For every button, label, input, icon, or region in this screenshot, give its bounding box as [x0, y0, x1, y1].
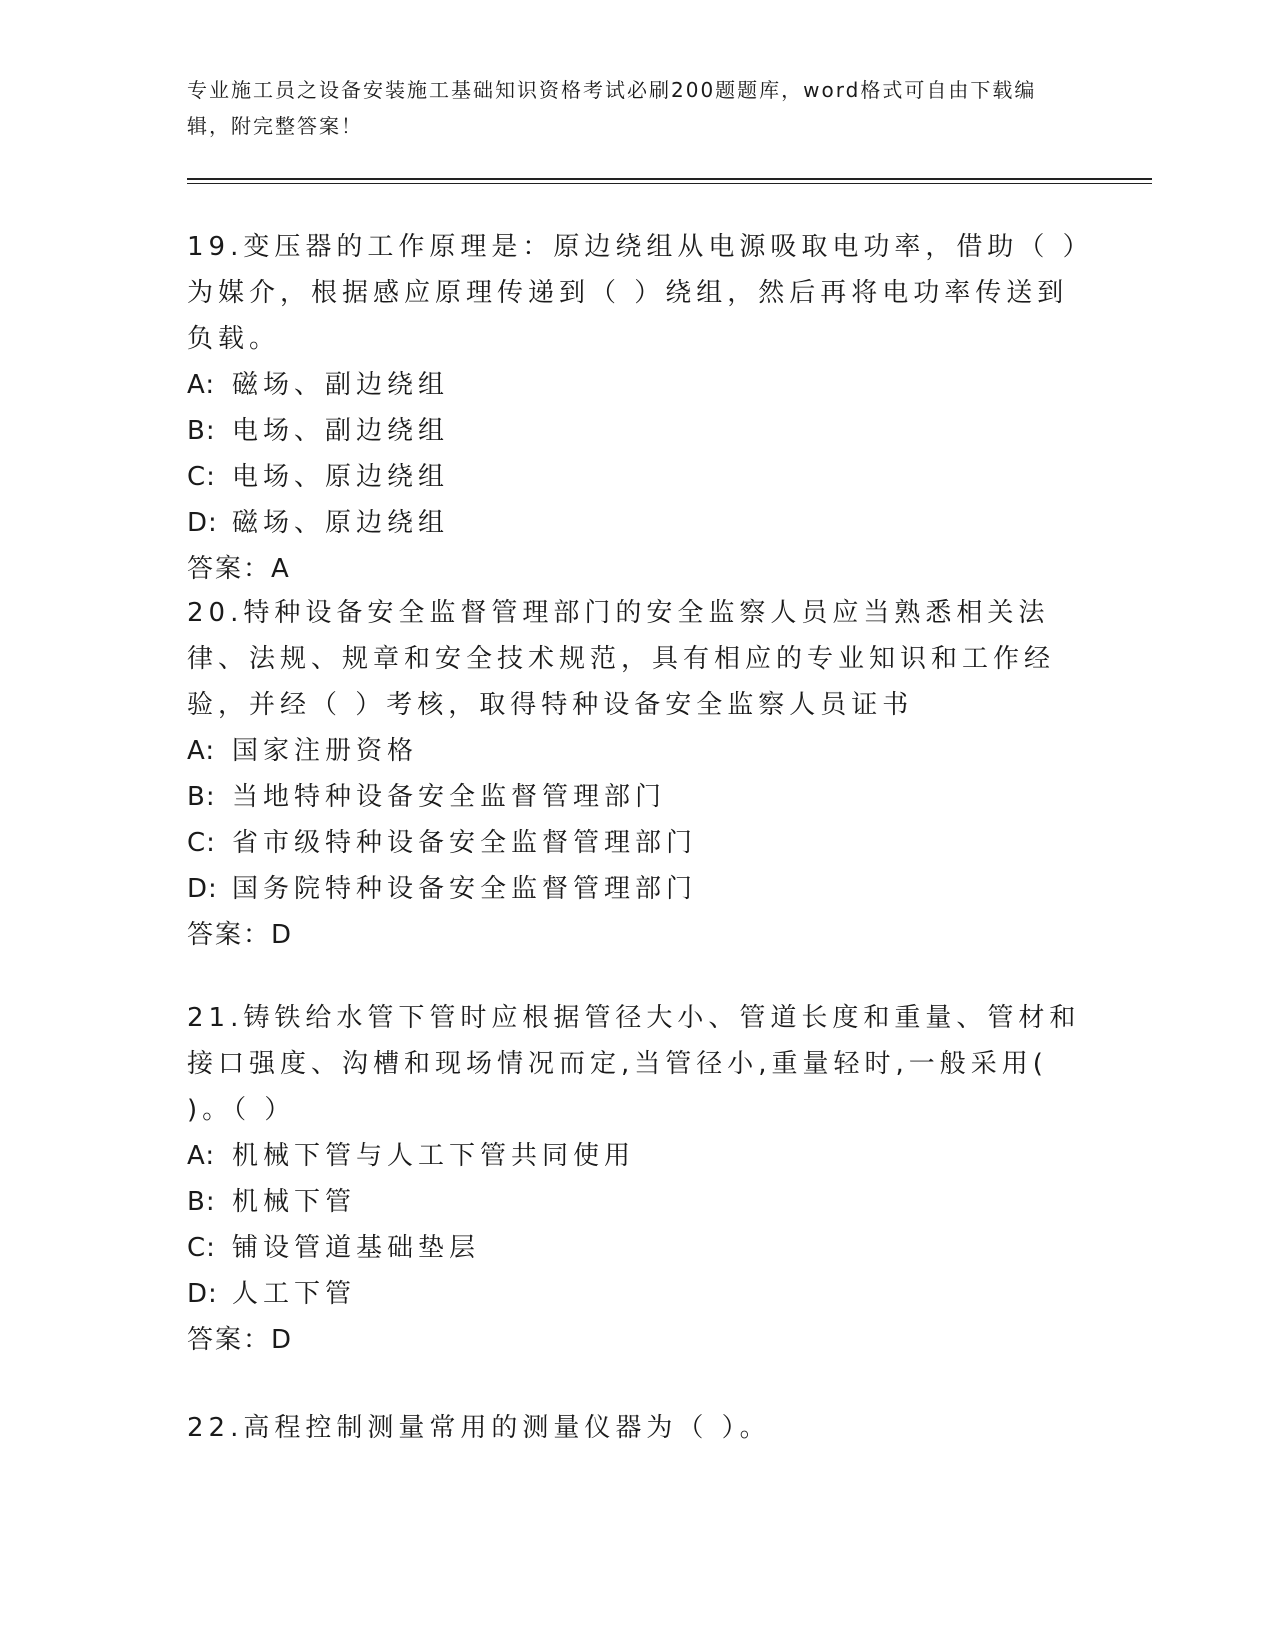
answer-value: D: [271, 920, 294, 950]
answer-label: 答案：: [187, 920, 272, 950]
question-19: [187, 224, 1087, 592]
option-b: [187, 1179, 1087, 1225]
option-letter: C:: [187, 462, 216, 492]
option-letter: A:: [187, 1141, 216, 1171]
option-letter: D:: [187, 874, 218, 904]
option-d: [187, 1271, 1087, 1317]
option-text: 人工下管: [232, 1279, 357, 1309]
option-text: 电场、原边绕组: [232, 462, 450, 492]
option-letter: B:: [187, 1187, 216, 1217]
answer: [187, 912, 1087, 958]
option-a: [187, 362, 1087, 408]
option-text: 电场、副边绕组: [232, 416, 450, 446]
option-c: [187, 454, 1087, 500]
option-letter: D:: [187, 508, 218, 538]
option-text: 磁场、副边绕组: [232, 370, 450, 400]
option-d: [187, 866, 1087, 912]
option-b: [187, 774, 1087, 820]
answer-value: A: [271, 554, 291, 584]
option-letter: B:: [187, 782, 216, 812]
question-20: [187, 590, 1087, 958]
question-text: 21.铸铁给水管下管时应根据管径大小、管道长度和重量、管材和接口强度、沟槽和现场情况而定,当管径小,重量轻时,一般采用( )。（ ）: [187, 1003, 1081, 1125]
option-c: [187, 820, 1087, 866]
answer-label: 答案：: [187, 1325, 272, 1355]
option-letter: C:: [187, 1233, 216, 1263]
answer-value: D: [271, 1325, 294, 1355]
option-text: 省市级特种设备安全监督管理部门: [232, 828, 698, 858]
option-c: [187, 1225, 1087, 1271]
option-a: [187, 1133, 1087, 1179]
option-text: 磁场、原边绕组: [232, 508, 450, 538]
answer-label: 答案：: [187, 554, 272, 584]
header-divider-thick: [187, 178, 1152, 180]
option-text: 机械下管与人工下管共同使用: [232, 1141, 636, 1171]
question-text: 19.变压器的工作原理是：原边绕组从电源吸取电功率，借助（ ）为媒介，根据感应原理传递到（ ）绕组，然后再将电功率传送到负载。: [187, 232, 1081, 354]
answer: [187, 546, 1087, 592]
question-22: [187, 1405, 1087, 1451]
option-letter: C:: [187, 828, 216, 858]
answer: [187, 1317, 1087, 1363]
question-text: 20.特种设备安全监督管理部门的安全监察人员应当熟悉相关法律、法规、规章和安全技术规范，具有相应的专业知识和工作经验，并经（ ）考核，取得特种设备安全监察人员证书: [187, 598, 1056, 720]
option-text: 机械下管: [232, 1187, 357, 1217]
option-text: 国家注册资格: [232, 736, 419, 766]
option-text: 当地特种设备安全监督管理部门: [232, 782, 667, 812]
option-d: [187, 500, 1087, 546]
question-text: 22.高程控制测量常用的测量仪器为（ ）。: [187, 1413, 771, 1443]
document-header: 专业施工员之设备安装施工基础知识资格考试必刷200题题库，word格式可自由下载编辑，附完整答案！: [187, 78, 1037, 138]
option-letter: B:: [187, 416, 216, 446]
option-letter: D:: [187, 1279, 218, 1309]
option-letter: A:: [187, 370, 216, 400]
option-a: [187, 728, 1087, 774]
option-b: [187, 408, 1087, 454]
option-text: 铺设管道基础垫层: [232, 1233, 481, 1263]
option-letter: A:: [187, 736, 216, 766]
question-21: [187, 995, 1087, 1363]
header-divider-thin: [187, 183, 1152, 184]
option-text: 国务院特种设备安全监督管理部门: [232, 874, 698, 904]
